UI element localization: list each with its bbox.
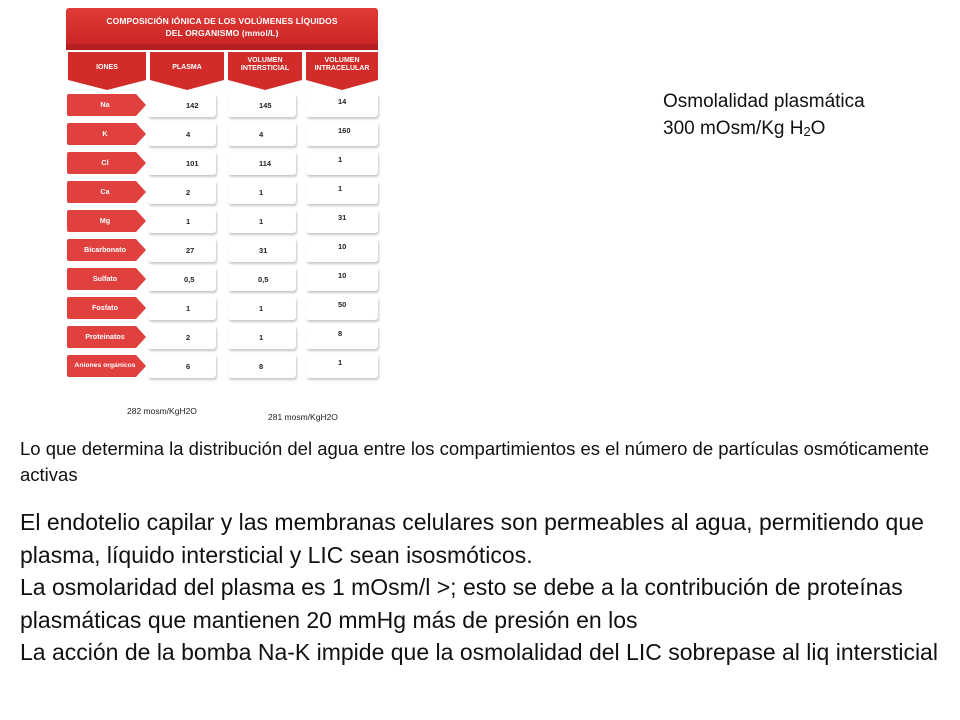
column-header-iones: IONES xyxy=(96,64,118,71)
plasma-cell: 4 xyxy=(148,122,216,146)
intracelular-cell: 50 xyxy=(306,296,378,320)
ion-name: Sulfato xyxy=(92,274,118,283)
ion-label xyxy=(66,325,150,349)
intersticial-cell: 1 xyxy=(228,325,296,349)
table-row xyxy=(64,267,380,291)
paragraph-line: La osmolaridad del plasma es 1 mOsm/l >; esto se debe a la contribución de proteínas plasmáticas que mantienen 20 mmHg más de presión en los xyxy=(20,574,903,633)
table-row xyxy=(64,354,380,378)
intracelular-cell: 1 xyxy=(306,180,378,204)
osmolality-value: 300 mOsm/Kg H2O xyxy=(663,118,826,139)
paragraph-line: El endotelio capilar y las membranas celulares son permeables al agua, permitiendo que plasma, líquido intersticial y LIC sean isosmóticos. xyxy=(20,509,924,568)
intersticial-cell: 31 xyxy=(228,238,296,262)
plasma-osmolality-note xyxy=(663,88,865,143)
plasma-cell: 101 xyxy=(148,151,216,175)
ion-label xyxy=(66,122,150,146)
ion-label xyxy=(66,267,150,291)
intersticial-cell: 8 xyxy=(228,354,296,378)
ion-label xyxy=(66,151,150,175)
ion-name: Mg xyxy=(99,216,111,225)
column-header-intracelular: VOLUMEN INTRACELULAR xyxy=(314,57,370,72)
plasma-cell: 1 xyxy=(148,296,216,320)
table-row xyxy=(64,238,380,262)
plasma-cell: 2 xyxy=(148,180,216,204)
osmolality-title: Osmolalidad plasmática xyxy=(663,91,865,112)
ion-name: Cl xyxy=(101,158,109,167)
intracelular-cell: 10 xyxy=(306,267,378,291)
ion-name: Bicarbonato xyxy=(84,245,126,254)
ion-label xyxy=(66,354,150,378)
intersticial-cell: 1 xyxy=(228,296,296,320)
plasma-cell: 0,5 xyxy=(148,267,216,291)
ion-name: K xyxy=(102,129,108,138)
column-header-plasma: PLASMA xyxy=(172,64,202,71)
plasma-cell: 6 xyxy=(148,354,216,378)
ion-label xyxy=(66,296,150,320)
intersticial-cell: 1 xyxy=(228,209,296,233)
ion-name: Na xyxy=(100,100,110,109)
ion-label xyxy=(66,93,150,117)
water-distribution-paragraph: Lo que determina la distribución del agua entre los compartimientos es el número de partículas osmóticamente activas xyxy=(20,438,930,485)
plasma-cell: 142 xyxy=(148,93,216,117)
table-row xyxy=(64,296,380,320)
ion-name: Aniones orgánicos xyxy=(74,362,136,369)
column-header-intersticial: VOLUMEN INTERSTICIAL xyxy=(240,57,290,72)
plasma-cell: 27 xyxy=(148,238,216,262)
plasma-cell: 2 xyxy=(148,325,216,349)
table-row xyxy=(64,209,380,233)
intracelular-cell: 14 xyxy=(306,93,378,117)
intersticial-cell: 1 xyxy=(228,180,296,204)
ion-label xyxy=(66,209,150,233)
intersticial-cell: 0,5 xyxy=(228,267,296,291)
table-row xyxy=(64,151,380,175)
table-title-line1: COMPOSICIÓN IÓNICA DE LOS VOLÚMENES LÍQUIDOS xyxy=(106,16,338,26)
paragraph-line: La acción de la bomba Na-K impide que la osmolalidad del LIC sobrepase al liq intersticial xyxy=(20,639,938,665)
table-title-line2: DEL ORGANISMO (mmol/L) xyxy=(165,28,279,38)
ionic-composition-table xyxy=(64,8,380,388)
intracelular-cell: 10 xyxy=(306,238,378,262)
table-row xyxy=(64,325,380,349)
ion-name: Fosfato xyxy=(92,303,118,312)
isosmotic-explanation xyxy=(20,506,955,669)
table-row xyxy=(64,122,380,146)
ion-label xyxy=(66,180,150,204)
table-header xyxy=(64,8,380,94)
plasma-cell: 1 xyxy=(148,209,216,233)
intersticial-osmolality-label: 281 mosm/KgH2O xyxy=(268,412,338,422)
intracelular-cell: 1 xyxy=(306,354,378,378)
intersticial-cell: 4 xyxy=(228,122,296,146)
ion-name: Ca xyxy=(100,187,110,196)
ion-name: Proteinatos xyxy=(85,332,125,341)
intersticial-cell: 145 xyxy=(228,93,296,117)
table-row xyxy=(64,93,380,117)
ion-label xyxy=(66,238,150,262)
intracelular-cell: 31 xyxy=(306,209,378,233)
table-row xyxy=(64,180,380,204)
plasma-osmolality-label: 282 mosm/KgH2O xyxy=(127,406,197,416)
intersticial-cell: 114 xyxy=(228,151,296,175)
intracelular-cell: 1 xyxy=(306,151,378,175)
intracelular-cell: 8 xyxy=(306,325,378,349)
intracelular-cell: 160 xyxy=(306,122,378,146)
